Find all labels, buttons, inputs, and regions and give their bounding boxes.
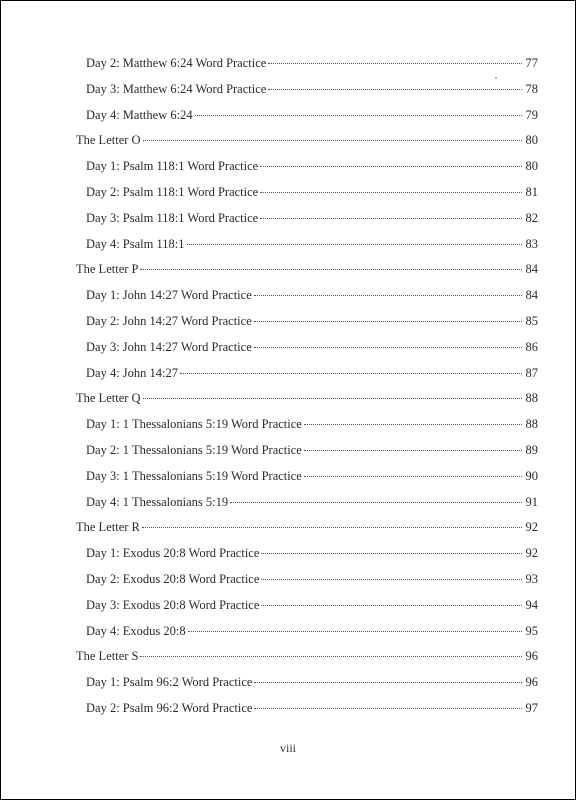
toc-entry-label: Day 4: Psalm 118:1: [86, 236, 185, 251]
dot-leader: [230, 502, 522, 503]
toc-entry: [86, 55, 538, 71]
dot-leader: [254, 347, 522, 348]
toc-entry-page-number: 88: [525, 417, 538, 432]
toc-entry-page-number: 80: [525, 133, 538, 148]
toc-entry-label: The Letter Q: [76, 391, 141, 406]
toc-entry: [86, 623, 538, 639]
toc-entry-page-number: 82: [525, 210, 538, 225]
dot-leader: [268, 89, 522, 90]
toc-entry-label: Day 3: Psalm 118:1 Word Practice: [86, 210, 259, 225]
toc-entry: [86, 571, 538, 587]
toc-entry: [86, 442, 538, 458]
dot-leader: [254, 295, 522, 296]
dot-leader: [140, 269, 522, 270]
dot-leader: [180, 373, 522, 374]
toc-entry: [86, 313, 538, 329]
toc-entry: [86, 494, 538, 510]
dot-leader: [195, 115, 522, 116]
toc-entry-page-number: 84: [525, 288, 538, 303]
toc-entry: [86, 468, 538, 484]
dot-leader: [260, 218, 522, 219]
dot-leader: [142, 527, 522, 528]
toc-section-entry: [76, 261, 538, 277]
dot-leader: [254, 321, 522, 322]
toc-entry-label: The Letter P: [76, 262, 139, 277]
toc-entry-label: Day 2: Psalm 118:1 Word Practice: [86, 185, 259, 199]
toc-entry-page-number: 83: [525, 236, 538, 251]
toc-entry-page-number: 91: [525, 494, 538, 509]
toc-entry-page-number: 93: [525, 572, 538, 586]
toc-entry-label: Day 2: Matthew 6:24 Word Practice: [86, 56, 267, 70]
toc-entry-label: The Letter R: [76, 520, 140, 535]
toc-entry-page-number: 97: [525, 701, 538, 715]
toc-entry-page-number: 77: [525, 56, 538, 70]
toc-entry-label: Day 1: John 14:27 Word Practice: [86, 288, 252, 303]
dot-leader: [261, 553, 522, 554]
toc-entry-page-number: 88: [525, 391, 538, 406]
toc-entry: [86, 416, 538, 432]
toc-entry-label: Day 1: Exodus 20:8 Word Practice: [86, 546, 260, 561]
toc-entry-page-number: 92: [525, 546, 538, 561]
toc-entry-label: Day 3: 1 Thessalonians 5:19 Word Practice: [86, 468, 302, 483]
toc-entry-label: Day 3: Exodus 20:8 Word Practice: [86, 597, 260, 612]
toc-entry-page-number: 80: [525, 159, 538, 174]
toc-entry: [86, 210, 538, 226]
dot-leader: [304, 450, 522, 451]
dot-leader: [254, 682, 522, 683]
dot-leader: [261, 605, 522, 606]
toc-entry-label: Day 2: John 14:27 Word Practice: [86, 314, 252, 328]
toc-entry-page-number: 96: [525, 675, 538, 690]
dot-leader: [304, 476, 522, 477]
toc-entry: [86, 81, 538, 97]
toc-entry-page-number: 90: [525, 468, 538, 483]
toc-section-entry: [76, 390, 538, 406]
toc-entry-page-number: 85: [525, 314, 538, 328]
dot-leader: [187, 244, 523, 245]
toc-entry-label: Day 2: Psalm 96:2 Word Practice: [86, 701, 253, 715]
toc-entry-page-number: 89: [525, 443, 538, 457]
toc-entry-label: Day 1: Psalm 96:2 Word Practice: [86, 675, 253, 690]
toc-entry-label: Day 3: Matthew 6:24 Word Practice: [86, 81, 267, 96]
toc-entry-label: The Letter O: [76, 133, 141, 148]
dot-leader: [260, 166, 522, 167]
scan-speck: [495, 77, 497, 79]
dot-leader: [140, 656, 522, 657]
toc-entry: [86, 184, 538, 200]
toc-entry-page-number: 86: [525, 339, 538, 354]
toc-entry-page-number: 96: [525, 649, 538, 664]
toc-entry-label: Day 2: 1 Thessalonians 5:19 Word Practice: [86, 443, 302, 457]
toc-entry-page-number: 79: [525, 107, 538, 122]
toc-entry-page-number: 84: [525, 262, 538, 277]
toc-entry: [86, 107, 538, 123]
toc-entry-page-number: 87: [525, 365, 538, 380]
toc-entry-label: The Letter S: [76, 649, 139, 664]
toc-entry: [86, 287, 538, 303]
toc-entry: [86, 158, 538, 174]
dot-leader: [304, 424, 522, 425]
toc-entry: [86, 236, 538, 252]
toc-entry: [86, 597, 538, 613]
page-number-footer: viii: [279, 741, 296, 755]
toc-entry-page-number: 78: [525, 81, 538, 96]
toc-entry: [86, 674, 538, 690]
toc-entry: [86, 339, 538, 355]
dot-leader: [188, 631, 522, 632]
dot-leader: [143, 140, 522, 141]
toc-entry-page-number: 95: [525, 623, 538, 638]
toc-entry-label: Day 4: John 14:27: [86, 365, 179, 380]
toc-entry-label: Day 1: 1 Thessalonians 5:19 Word Practice: [86, 417, 302, 432]
toc-entry-page-number: 81: [525, 185, 538, 199]
toc-entry-label: Day 4: Exodus 20:8: [86, 623, 186, 638]
toc-entry-page-number: 92: [525, 520, 538, 535]
toc-entry: [86, 545, 538, 561]
toc-entry: [86, 365, 538, 381]
toc-section-entry: [76, 648, 538, 664]
toc-entry-label: Day 4: Matthew 6:24: [86, 107, 193, 122]
toc-entry: [86, 700, 538, 716]
dot-leader: [261, 579, 522, 580]
toc-section-entry: [76, 519, 538, 535]
toc-entry-label: Day 3: John 14:27 Word Practice: [86, 339, 252, 354]
toc-entry-label: Day 1: Psalm 118:1 Word Practice: [86, 159, 259, 174]
toc-entry-label: Day 2: Exodus 20:8 Word Practice: [86, 572, 260, 586]
toc-entry-page-number: 94: [525, 597, 538, 612]
dot-leader: [254, 708, 522, 709]
dot-leader: [268, 63, 522, 64]
dot-leader: [143, 398, 522, 399]
toc-section-entry: [76, 132, 538, 148]
toc-entry-label: Day 4: 1 Thessalonians 5:19: [86, 494, 229, 509]
dot-leader: [260, 192, 522, 193]
